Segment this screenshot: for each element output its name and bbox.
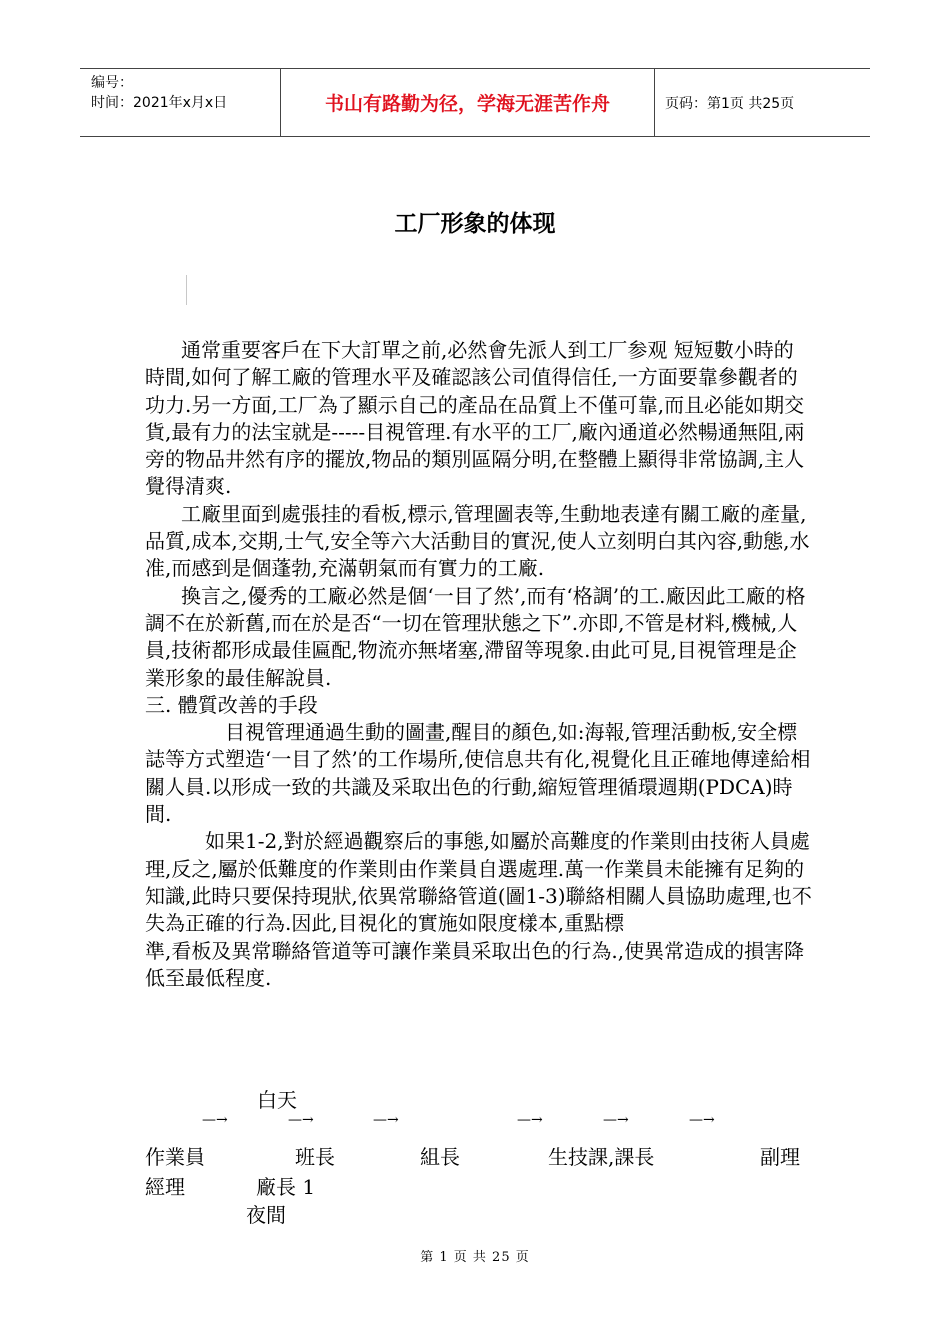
paragraph: 通常重要客戶在下大訂單之前,必然會先派人到工厂参观 短短數小時的時間,如何了解工廠的管理水平及確認該公司值得信任,一方面要靠參觀者的功力.另一方面,工厂為了顯示自己的產品在品質上不僅可靠,而且必能如期交貨,最有力的法宝就是-----目視管理.有水平的工厂,廠內通道必然暢通無阻,兩旁的物品井然有序的擺放,物品的類別區隔分明,在整體上顯得非常協調,主人覺得清爽.	[145, 338, 805, 499]
flow-node-section-chief: 生技課,課長	[548, 1145, 655, 1169]
flow-node-plant-manager: 廠長 1	[256, 1175, 316, 1199]
flow-arrow-icon: —→	[202, 1112, 228, 1128]
section-heading: 三. 體質改善的手段	[145, 692, 318, 717]
paragraph: 準,看板及異常聯絡管道等可讓作業員采取出色的行為.,使異常造成的損害降低至最低程度.	[145, 938, 805, 990]
paragraph: 目視管理通過生動的圖畫,醒目的顏色,如:海報,管理活動板,安全標誌等方式塑造‘一目了然’的工作場所,使信息共有化,視覺化且正確地傳達給相關人員.以形成一致的共識及采取出色的行動,縮短管理循環週期(PDCA)時間.	[145, 720, 811, 827]
header-meta	[80, 69, 281, 136]
page-title: 工厂形象的体现	[394, 211, 556, 237]
flow-day-label: 白天	[257, 1088, 297, 1112]
header-page-info: 页码：第1页 共25页	[665, 95, 795, 112]
paragraph: 如果1-2,對於經過觀察后的事態,如屬於高難度的作業則由技術人員處理,反之,屬於低難度的作業則由作業員自選處理.萬一作業員未能擁有足夠的知識,此時只要保持現狀,依異常聯絡管道(圖1-3)聯絡相關人員協助處理,也不失為正確的行為.因此,目視化的實施如限度樣本,重點標	[145, 829, 812, 936]
paragraph: 換言之,優秀的工廠必然是個‘一目了然’,而有‘格調’的工.廠因此工廠的格調不在於新舊,而在於是否“一切在管理狀態之下”.亦即,不管是材料,機械,人員,技術都形成最佳匾配,物流亦無堵塞,滯留等現象.由此可見,目視管理是企業形象的最佳解說員.	[145, 583, 806, 690]
paragraph: 工廠里面到處張挂的看板,標示,管理圖表等,生動地表達有關工廠的產量,品質,成本,交期,士气,安全等六大活動目的實況,使人立刻明白其內容,動態,水准,而感到是個蓬勃,充滿朝氣而有實力的工廠.	[145, 501, 810, 581]
number-label: 编号：	[91, 75, 133, 91]
flow-arrow-icon: —→	[603, 1112, 629, 1128]
flow-arrow-icon: —→	[288, 1112, 314, 1128]
header-motto: 书山有路勤为径，学海无涯苦作舟	[281, 69, 655, 136]
page-footer: 第 1 页 共 25 页	[420, 1250, 530, 1265]
flow-node-team-leader: 班長	[295, 1145, 335, 1169]
flow-node-operator: 作業員	[145, 1145, 205, 1169]
body-text	[145, 337, 813, 992]
text-cursor-mark	[186, 275, 187, 305]
flow-arrow-icon: —→	[689, 1112, 715, 1128]
flow-arrow-icon: —→	[373, 1112, 399, 1128]
flow-node-group-leader: 組長	[420, 1145, 460, 1169]
time-label: 时间：2021年x月x日	[91, 95, 228, 111]
flow-node-deputy-manager: 副理	[760, 1145, 800, 1169]
flow-node-manager: 經理	[145, 1175, 185, 1199]
flow-arrow-icon: —→	[517, 1112, 543, 1128]
flow-night-label: 夜間	[246, 1203, 286, 1227]
document-header	[80, 68, 870, 137]
